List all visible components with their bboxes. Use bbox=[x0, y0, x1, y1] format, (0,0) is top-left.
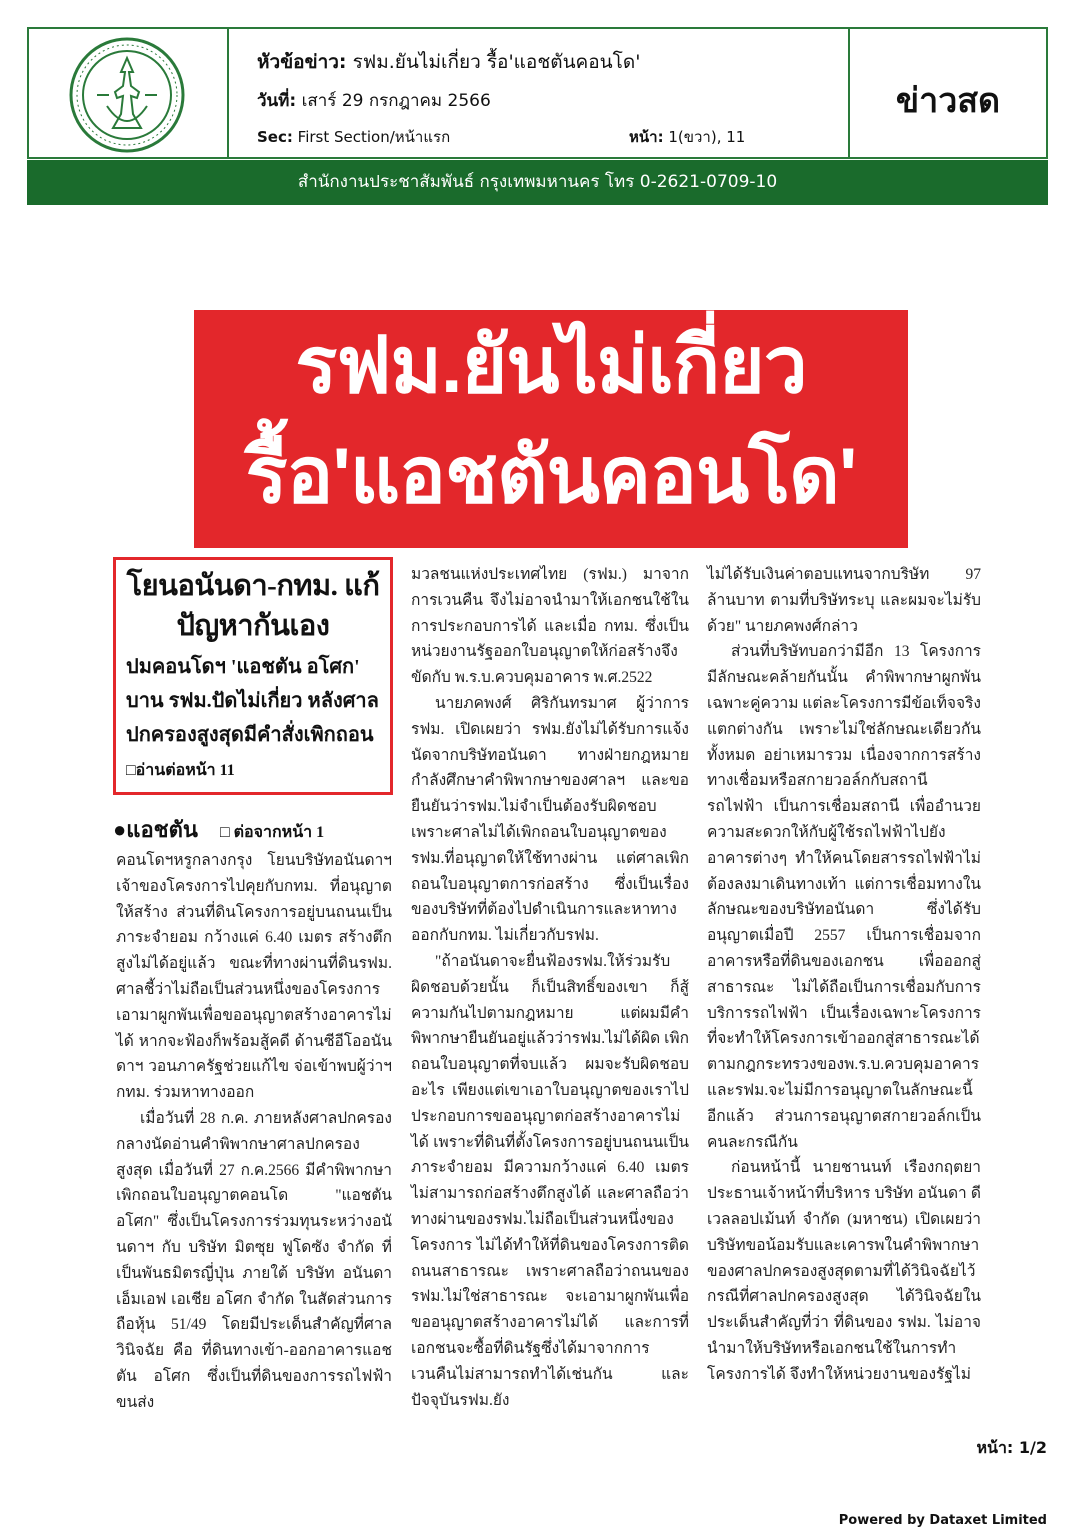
article-column-3 bbox=[707, 562, 981, 1382]
paragraph: มวลชนแห่งประเทศไทย (รฟม.) มาจากการเวนคืน จึงไม่อาจนำมาให้เอกชนใช้ในการประกอบการได้ และเมื่อ กทม. ซึ่งเป็นหน่วยงานรัฐออกใบอนุญาตให้ก่อสร้างจึงขัดกับ พ.ร.บ.ควบคุมอาคาร พ.ศ.2522 bbox=[411, 566, 689, 687]
office-contact-bar: สำนักงานประชาสัมพันธ์ กรุงเทพมหานคร โทร 0-2621-0709-10 bbox=[27, 160, 1048, 205]
date-value: เสาร์ 29 กรกฎาคม 2566 bbox=[301, 91, 491, 111]
paragraph: "ถ้าอนันดาจะยื่นฟ้องรฟม.ให้ร่วมรับผิดชอบด้วยนั้น ก็เป็นสิทธิ์ของเขา ก็สู้ความกันไปตามกฎหมาย แต่ผมมีคำพิพากษายืนยันอยู่แล้วว่ารฟม.ไม่ได้ผิด เพิกถอนใบอนุญาตที่จบแล้ว ผมจะรับผิดชอบอะไร เพียงแต่เขาเอาใบอนุญาตของเราไปประกอบการขออนุญาตก่อสร้างอาคารไม่ได้ เพราะที่ดินที่ตั้งโครงการอยู่บนถนนเป็นภาระจำยอม มีความกว้างแค่ 6.40 เมตร ไม่สามารถก่อสร้างตึกสูงได้ และศาลถือว่าทางผ่านของรฟม.ไม่ถือเป็นส่วนหนึ่งของโครงการ ไม่ได้ทำให้ที่ดินของโครงการติดถนนสาธารณะ เพราะศาลถือว่าถนนของรฟม.ไม่ใช่สาธารณะ จะเอามาผูกพันเพื่อขออนุญาตสร้างอาคารไม่ได้ และการที่เอกชนจะซื้อที่ดินรัฐซึ่งได้มาจากการเวนคืนไม่สามารถทำได้เช่นกัน และปัจจุบันรฟม.ยัง bbox=[411, 952, 689, 1409]
paragraph: นายภคพงศ์ ศิริกันทรมาศ ผู้ว่าการ รฟม. เปิดเผยว่า รฟม.ยังไม่ได้รับการแจ้งนัดจากบริษัทอนันดา ทางฝ่ายกฎหมายกำลังศึกษาคำพิพากษาของศาลฯ และขอยืนยันว่ารฟม.ไม่จำเป็นต้องรับผิดชอบ เพราะศาลไม่ได้เพิกถอนใบอนุญาตของ รฟม.ที่อนุญาตให้ใช้ทางผ่าน แต่ศาลเพิกถอนใบอนุญาตการก่อสร้าง ซึ่งเป็นเรื่องของบริษัทที่ต้องไปดำเนินการและหาทางออกกับกทม. ไม่เกี่ยวกับรฟม. bbox=[411, 694, 689, 945]
date-row bbox=[257, 87, 491, 114]
paragraph: เมื่อวันที่ 28 ก.ค. ภายหลังศาลปกครองกลางนัดอ่านคำพิพากษาศาลปกครองสูงสุด เมื่อวันที่ 27 ก.ค.2566 มีคำพิพากษาเพิกถอนใบอนุญาตคอนโด "แอชตัน อโศก" ซึ่งเป็นโครงการร่วมทุนระหว่างอนันดาฯ กับ บริษัท มิตซุย ฟูโดซัง จำกัด ที่เป็นพันธมิตรญี่ปุ่น ภายใต้ บริษัท อนันดา เอ็มเอฟ เอเชีย อโศก จำกัด ในสัดส่วนการถือหุ้น 51/49 โดยมีประเด็นสำคัญที่ศาลวินิจฉัย คือ ที่ดินทางเข้า-ออกอาคารแอชตัน อโศก ซึ่งเป็นที่ดินของการรถไฟฟ้าขนส่ง bbox=[116, 1109, 392, 1411]
clipping-header bbox=[27, 27, 1048, 159]
page-indicator: หน้า: 1/2 bbox=[976, 1438, 1047, 1457]
page-label: หน้า: bbox=[629, 128, 664, 146]
date-label: วันที่: bbox=[257, 91, 297, 111]
page-ref-row bbox=[629, 125, 745, 149]
jump-from-page: □ ต่อจากหน้า 1 bbox=[219, 824, 325, 841]
section-label: Sec: bbox=[257, 128, 293, 146]
clipping-info bbox=[229, 29, 850, 157]
headline-row bbox=[257, 47, 640, 77]
publication-cell bbox=[850, 29, 1046, 157]
subhead-box bbox=[113, 557, 393, 795]
paragraph: ไม่ได้รับเงินค่าตอบแทนจากบริษัท 97 ล้านบาท ตามที่บริษัทระบุ และผมจะไม่รับด้วย" นายภคพงศ์กล่าว bbox=[707, 566, 981, 635]
publication-name: ข่าวสด bbox=[895, 81, 1001, 121]
article-column-1 bbox=[116, 848, 392, 1411]
headline-label: หัวข้อข่าว: bbox=[257, 51, 347, 73]
subhead-text: ปมคอนโดฯ 'แอชตัน อโศก' บาน รฟม.ปัดไม่เกี่ยว หลังศาลปกครองสูงสุดมีคำสั่งเพิกถอน bbox=[126, 656, 379, 746]
powered-by-credit: Powered by Dataxet Limited bbox=[838, 1513, 1047, 1528]
paragraph: ก่อนหน้านี้ นายชานนท์ เรืองกฤตยา ประธานเจ้าหน้าที่บริหาร บริษัท อนันดา ดีเวลลอปเม้นท์ จำกัด (มหาชน) เปิดเผยว่า บริษัทขอน้อมรับและเคารพในคำพิพากษาของศาลปกครองสูงสุดตามที่ได้วินิจฉัยไว้ กรณีที่ศาลปกครองสูงสุด ได้วินิจฉัยในประเด็นสำคัญที่ว่า ที่ดินของ รฟม. ไม่อาจนำมาให้บริษัทหรือเอกชนใช้ในการทำโครงการได้ จึงทำให้หน่วยงานของรัฐไม่ bbox=[707, 1159, 981, 1383]
headline-line-2: รื้อ'แอชตันคอนโด' bbox=[245, 431, 857, 519]
section-row bbox=[257, 125, 450, 149]
logo-cell bbox=[29, 29, 229, 157]
subhead-body bbox=[126, 650, 380, 788]
paragraph: คอนโดฯหรูกลางกรุง โยนบริษัทอนันดาฯ เจ้าของโครงการไปคุยกับกทม. ที่อนุญาตให้สร้าง ส่วนที่ดินโครงการอยู่บนถนนเป็นภาระจำยอม กว้างแค่ 6.40 เมตร สร้างตึกสูงไม่ได้อยู่แล้ว ขณะที่ทางผ่านที่ดินรฟม. ศาลชี้ว่าไม่ถือเป็นส่วนหนึ่งของโครงการ เอามาผูกพันเพื่อขออนุญาตสร้างอาคารไม่ได้ หากจะฟ้องก็พร้อมสู้คดี ด้านซีอีโออนันดาฯ วอนภาครัฐช่วยแก้ไข จ่อเข้าพบผู้ว่าฯ กทม. ร่วมหาทางออก bbox=[116, 852, 392, 1102]
jump-keyword: ●แอชตัน bbox=[113, 817, 198, 842]
headline-line-1: รฟม.ยันไม่เกี่ยว bbox=[295, 321, 807, 409]
article-column-2 bbox=[411, 562, 689, 1409]
continue-reference: □อ่านต่อหน้า 11 bbox=[126, 762, 235, 779]
subhead-title: โยนอนันดา-กทม. แก้ปัญหากันเอง bbox=[126, 570, 380, 642]
jump-heading bbox=[113, 812, 393, 844]
bma-seal-logo bbox=[67, 36, 187, 154]
headline-value: รฟม.ยันไม่เกี่ยว รื้อ'แอชตันคอนโด' bbox=[352, 51, 641, 73]
article-headline bbox=[194, 310, 908, 548]
paragraph: ส่วนที่บริษัทบอกว่ามีอีก 13 โครงการ มีลักษณะคล้ายกันนั้น คำพิพากษาผูกพันเฉพาะคู่ความ แต่ละโครงการมีข้อเท็จจริงแตกต่างกัน เพราะไม่ใช่ลักษณะเดียวกันทั้งหมด อย่าเหมารวม เนื่องจากการสร้างทางเชื่อมหรือสกายวอล์กกับสถานีรถไฟฟ้า เป็นการเชื่อมสถานี เพื่ออำนวยความสะดวกให้กับผู้ใช้รถไฟฟ้าไปยังอาคารต่างๆ ทำให้คนโดยสารรถไฟฟ้าไม่ต้องลงมาเดินทางเท้า แต่การเชื่อมทางในลักษณะของบริษัทอนันดา ซึ่งได้รับอนุญาตเมื่อปี 2557 เป็นการเชื่อมจากอาคารหรือที่ดินของเอกชน เพื่อออกสู่สาธารณะ ไม่ได้ถือเป็นการเชื่อมกับการบริการรถไฟฟ้า เป็นเรื่องเฉพาะโครงการที่จะทำให้โครงการเข้าออกสู่สาธารณะได้ตามกฎกระทรวงของพ.ร.บ.ควบคุมอาคาร และรฟม.จะไม่มีการอนุญาตในลักษณะนี้อีกแล้ว ส่วนการอนุญาตสกายวอล์กเป็นคนละกรณีกัน bbox=[707, 643, 981, 1151]
section-value: First Section/หน้าแรก bbox=[297, 128, 451, 146]
page-value: 1(ขวา), 11 bbox=[668, 128, 746, 146]
